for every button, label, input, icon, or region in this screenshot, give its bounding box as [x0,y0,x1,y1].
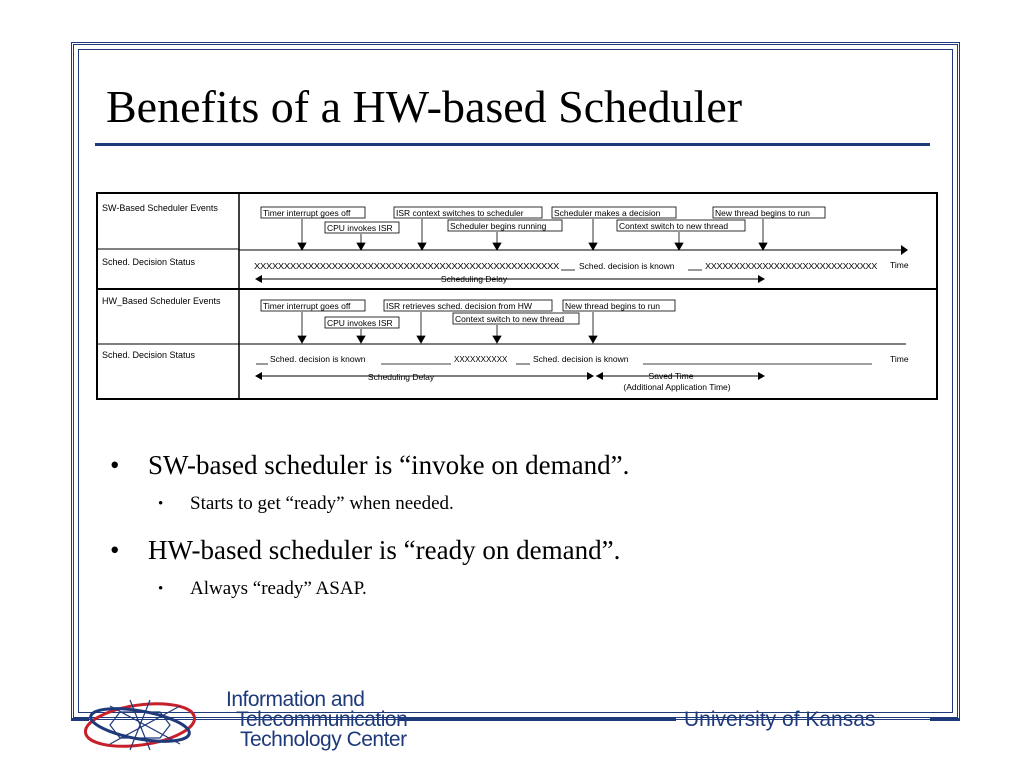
hw-event-text: ISR retrieves sched. decision from HW [386,301,532,311]
sub-bullet-item [110,577,890,601]
ittc-logo-text [226,690,407,750]
logo-line: Information and [226,688,365,711]
bullet-text: HW-based scheduler is “ready on demand”. [148,535,621,565]
footer-rule-middle [398,718,676,721]
hw-delay-label: Scheduling Delay [367,372,435,382]
bullet-item [110,448,890,482]
title-underline [95,143,930,146]
sw-status-known: Sched. decision is known [579,261,675,271]
bullet-text: SW-based scheduler is “invoke on demand”. [148,450,630,480]
sw-time-label: Time [890,260,909,270]
hw-time-label: Time [890,354,909,364]
hw-event-text: New thread begins to run [565,301,660,311]
hw-event-text: CPU invokes ISR [327,318,393,328]
sw-status-xs-before: XXXXXXXXXXXXXXXXXXXXXXXXXXXXXXXXXXXXXXXXXXXXXXXXXXX [254,262,561,271]
sw-event-text: ISR context switches to scheduler [396,208,524,218]
sw-event-text: Timer interrupt goes off [263,208,351,218]
sw-status-label: Sched. Decision Status [102,257,196,267]
hw-status-label: Sched. Decision Status [102,350,196,360]
footer-rule-right [930,718,960,721]
sw-status-xs-after: XXXXXXXXXXXXXXXXXXXXXXXXXXXXXX [705,262,879,271]
hw-saved-sublabel: (Additional Application Time) [623,382,731,392]
bullet-dot: • [158,496,164,512]
hw-status-known-before: Sched. decision is known [270,354,366,364]
university-name: University of Kansas [684,708,876,731]
hw-event-text: Timer interrupt goes off [263,301,351,311]
hw-events-label: HW_Based Scheduler Events [102,296,221,306]
hw-status-xs: XXXXXXXXXX [454,355,508,364]
sw-events-label: SW-Based Scheduler Events [102,203,218,213]
sw-event-text: Scheduler begins running [450,221,547,231]
sw-delay-label: Scheduling Delay [440,274,508,284]
sub-bullet-text: Starts to get “ready” when needed. [190,493,454,514]
sw-event-text: New thread begins to run [715,208,810,218]
bullet-dot: • [110,450,120,480]
bullet-list [110,448,890,618]
hw-saved-label: Saved Time [648,371,694,381]
sub-bullet-item [110,492,890,516]
slide-title: Benefits of a HW-based Scheduler [106,81,743,132]
bullet-item [110,533,890,567]
bullet-dot: • [110,535,120,565]
sw-event-text: CPU invokes ISR [327,223,393,233]
logo-line: Technology Center [240,728,407,751]
scheduler-timing-diagram [96,192,938,400]
ittc-logo-icon [80,692,230,758]
logo-line: Telecommunication [236,708,408,731]
sw-event-text: Context switch to new thread [619,221,729,231]
hw-event-text: Context switch to new thread [455,314,565,324]
sw-event-text: Scheduler makes a decision [554,208,661,218]
sub-bullet-text: Always “ready” ASAP. [190,578,367,599]
hw-status-known-after: Sched. decision is known [533,354,629,364]
bullet-dot: • [158,581,164,597]
